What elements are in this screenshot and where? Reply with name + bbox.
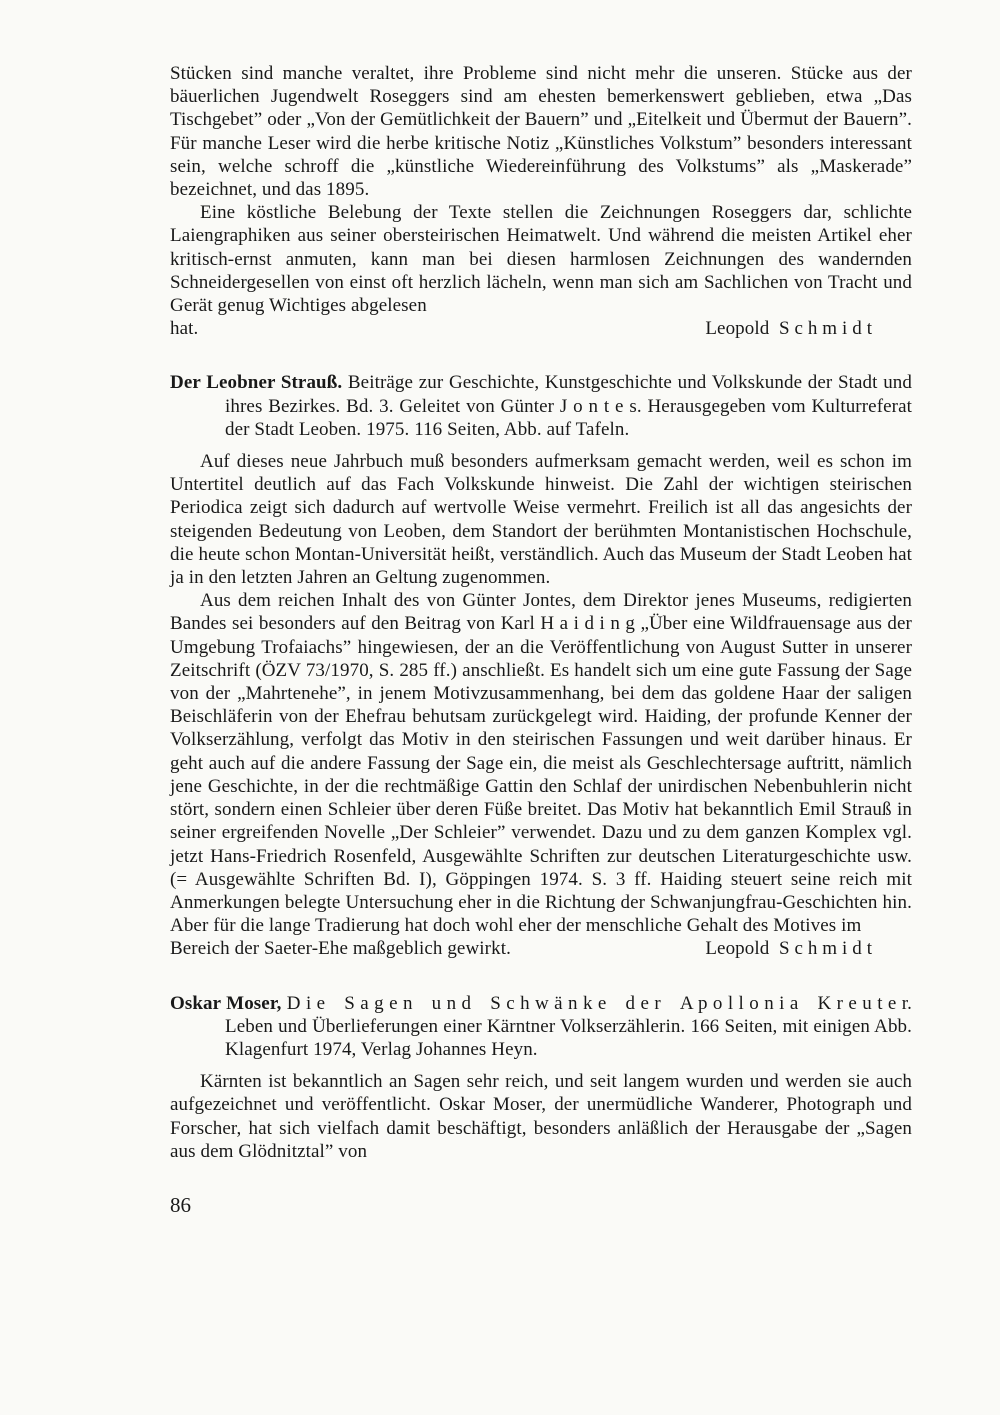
paragraph-haiding: Aus dem reichen Inhalt des von Günter Jontes, dem Direktor jenes Museums, redigierten Bandes sei besonders auf den Beitrag von Karl H a i d i n g „Über eine Wildfrauensage aus der Umgebung Trofaiachs” hingewiesen, der an die Veröffentlichung von August Sutter in unserer Zeitschrift (ÖZV 73/1970, S. 285 ff.) anschließt. Es handelt sich um eine gute Fassung der Sage von der „Mahrtenehe”, in jenem Motivzusammenhang, bei dem das goldene Haar der saligen Beischläferin von der Ehefrau behutsam zurückgelegt wird. Haiding, der profunde Kenner der Volkserzählung, verfolgt das Motiv in den steirischen Fassungen und weit darüber hinaus. Er geht auch auf die andere Fassung der Sage ein, die meist als Geschlechtersage auftritt, nämlich jene Geschichte, in der die rechtmäßige Gattin den Schlaf der unirdischen Nebenbuhlerin nicht stört, sondern einen Schleier über deren Füße breitet. Das Motiv hat bekanntlich Emil Strauß in seiner ergreifenden Novelle „Der Schleier” verwendet. Dazu und zu dem ganzen Komplex vgl. jetzt Hans-Friedrich Rosenfeld, Ausgewählte Schriften zur deutschen Literaturgeschichte usw. (= Ausgewählte Schriften Bd. I), Göppingen 1974. S. 3 ff. Haiding steuert seine reich mit Anmerkungen belegte Untersuchung eher in die Richtung der Schwanjungfrau-Geschichten hin. Aber für die lange Tradierung hat doch wohl eher der menschliche Gehalt des Motives im — [170, 590, 912, 937]
text-column — [170, 62, 912, 1163]
bibliography-entry-leobner-strauss — [170, 371, 912, 441]
entry-author-bold: Oskar Moser, — [170, 992, 282, 1014]
paragraph-jahrbuch: Auf dieses neue Jahrbuch muß besonders aufmerksam gemacht werden, weil es schon im Untertitel deutlich auf das Fach Volkskunde hinweist. Die Zahl der wichtigen steirischen Periodica zeigt sich dadurch auf wertvolle Weise vermehrt. Freilich ist all das angesichts der steigenden Bedeutung von Leoben, dem Standort der berühmten Montanistischen Hochschule, die heute schon Montan-Universität heißt, verständlich. Auch das Museum der Stadt Leoben hat ja in den letzten Jahren an Geltung zugenommen. — [170, 451, 912, 589]
signature-line-haiding — [170, 937, 912, 960]
page-number: 86 — [170, 1193, 191, 1217]
signature-line-roseggers — [170, 317, 912, 340]
entry-title-spaced: D i e S a g e n u n d S c h w ä n k e d e r A p o l l o n i a K r e u t e r. — [281, 992, 913, 1014]
entry-title-rest: Beiträge zur Geschichte, Kunstgeschichte und Volkskunde der Stadt und ihres Bezirkes. Bd. 3. Geleitet von Günter J o n t e s. Herausgegeben vom Kulturreferat der Stadt Leoben. 1975. 116 Seiten, Abb. auf Tafeln. — [225, 372, 913, 440]
reviewer-signature-schmidt-2: Leopold S c h m i d t — [705, 938, 873, 960]
paragraph-roseggers-continuation: Stücken sind manche veraltet, ihre Probleme sind nicht mehr die unseren. Stücke aus der bäuerlichen Jugendwelt Roseggers sind am ehesten bemerkenswert geblieben, etwa „Das Tischgebet” oder „Von der Gemütlichkeit der Bauern” und „Eitelkeit und Übermut der Bauern”. Für manche Leser wird die herbe kritische Notiz „Künstliches Volkstum” besonders interessant sein, welche schroff die „künstliche Wiedereinführung des Volkstums” als „Maskerade” bezeichnet, und das 1895. — [170, 63, 912, 201]
paragraph-kaernten: Kärnten ist bekanntlich an Sagen sehr reich, und seit langem wurden und werden sie auch aufgezeichnet und veröffentlicht. Oskar Moser, der unermüdliche Wanderer, Photograph und Forscher, hat sich vielfach damit beschäftigt, besonders anläßlich der Herausgabe der „Sagen aus dem Glödnitztal” von — [170, 1071, 912, 1162]
entry-title-bold: Der Leobner Strauß. — [170, 372, 343, 394]
entry-title-rest-2: Leben und Überlieferungen einer Kärntner Volkserzählerin. 166 Seiten, mit einigen Abb. Klagenfurt 1974, Verlag Johannes Heyn. — [225, 1015, 912, 1060]
paragraph-roseggers-lastline: hat. — [170, 318, 199, 340]
paragraph-haiding-lastline: Bereich der Saeter-Ehe maßgeblich gewirkt. — [170, 938, 511, 960]
paragraph-roseggers-drawings: Eine köstliche Belebung der Texte stellen die Zeichnungen Roseggers dar, schlichte Laiengraphiken aus seiner obersteirischen Heimatwelt. Und während die meisten Artikel eher kritisch-ernst anmuten, kann man bei diesen harmlosen Zeichnungen des wandernden Schneidergesellen von einst oft herzlich lächeln, wenn man sich am Sachlichen von Tracht und Gerät genug Wichtiges abgelesen — [170, 202, 912, 317]
bibliography-entry-moser — [170, 992, 912, 1062]
reviewer-signature-schmidt: Leopold S c h m i d t — [705, 318, 873, 340]
